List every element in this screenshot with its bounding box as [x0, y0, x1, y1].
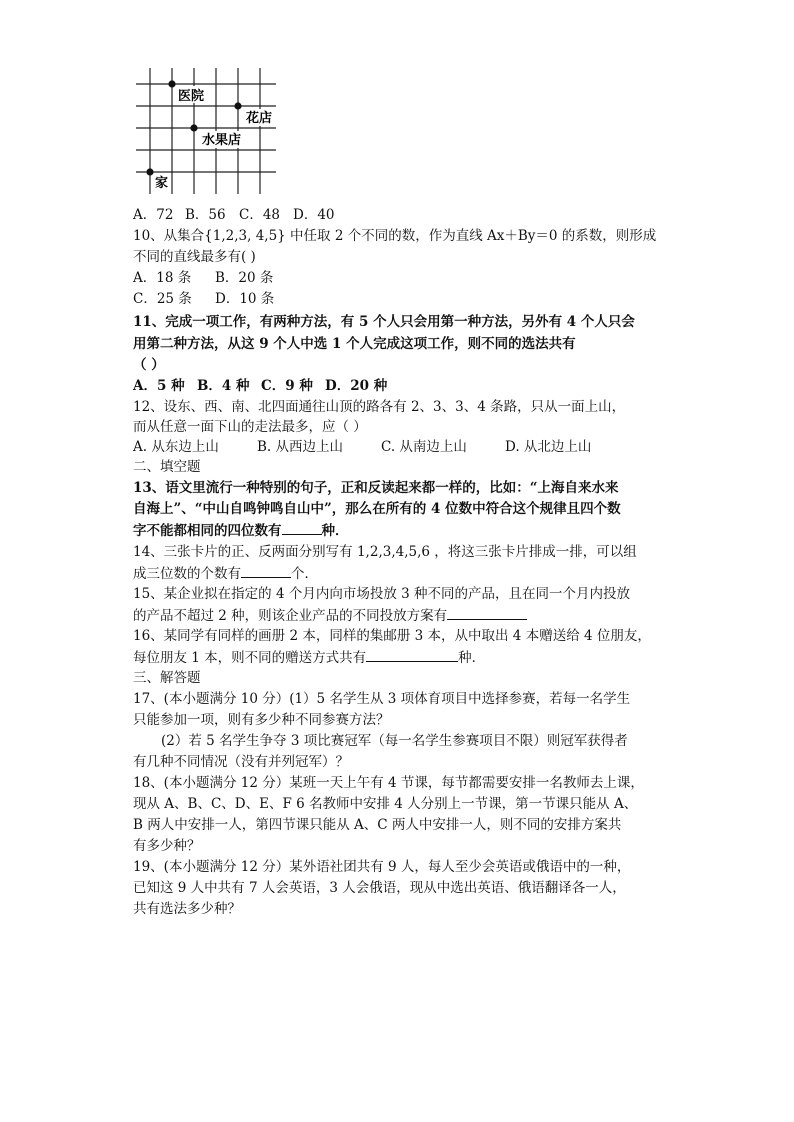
q11-option-c: C．9 种: [261, 378, 313, 394]
q10-option-d: D．10 条: [215, 291, 275, 307]
q14-answer-blank: [241, 563, 291, 578]
q19-line3: 共有选法多少种？: [133, 901, 241, 917]
q15-line2-text: 的产品不超过 2 种，则该企业产品的不同投放方案有: [133, 608, 448, 624]
q12-option-a: A. 从东边上山: [133, 439, 219, 455]
q9-option-d: D．40: [293, 207, 335, 223]
home-point: [146, 168, 153, 175]
q10-line2: 不同的直线最多有( ): [133, 249, 256, 265]
q13-line1: 13、语文里流行一种特别的句子，正和反读起来都一样的，比如：“上海自来水来: [133, 480, 619, 496]
section-answer-heading: 三、解答题: [133, 670, 201, 686]
q9-option-c: C．48: [239, 207, 281, 223]
q16-line1: 16、某同学有同样的画册 2 本，同样的集邮册 3 本，从中取出 4 本赠送给 4 位朋友，: [133, 628, 651, 644]
q10-options-row1: [133, 268, 693, 289]
q14-line1: 14、三张卡片的正、反两面分别写有 1,2,3,4,5,6 ，将这三张卡片排成一排，可以组: [133, 544, 637, 560]
q18-line2: 现从 A、B、C、D、E、F 6 名教师中安排 4 人分别上一节课，第一节课只能从 A、: [133, 796, 638, 812]
q10-option-a: A．18 条: [133, 270, 192, 286]
q11-line2: 用第二种方法，从这 9 个人中选 1 个人完成这项工作，则不同的选法共有: [133, 336, 576, 352]
q14-line2: [133, 563, 693, 585]
fruit-shop-point: [190, 124, 197, 131]
q14-line2-text: 成三位数的个数有: [133, 566, 241, 582]
flower-shop-label: 花店: [246, 111, 273, 126]
q12-line2: 而从任意一面下山的走法最多，应（ ）: [133, 419, 367, 435]
q19-line2: 已知这 9 人中共有 7 人会英语，3 人会俄语，现从中选出英语、俄语翻译各一人，: [133, 880, 626, 896]
q11-option-b: B．4 种: [197, 378, 250, 394]
q14-line2-tail: 个．: [291, 566, 318, 582]
q15-line2: [133, 605, 693, 627]
q17-line1: 17、(本小题满分 10 分）(1）5 名学生从 3 项体育项目中选择参赛，若每一名学生: [133, 691, 631, 707]
q13-answer-blank: [282, 520, 322, 535]
q17-line3: (2）若 5 名学生争夺 3 项比赛冠军（每一名学生参赛项目不限）则冠军获得者: [161, 733, 628, 749]
q10-option-c: C．25 条: [133, 291, 192, 307]
q9-option-b: B．56: [185, 207, 226, 223]
q9-option-a: A．72: [133, 207, 174, 223]
q12-option-b: B. 从西边上山: [257, 439, 344, 455]
q16-line2-text: 每位朋友 1 本，则不同的赠送方式共有: [133, 650, 367, 666]
q17-line4: 有几种不同情况（没有并列冠军）？: [133, 754, 349, 770]
flower-shop-point: [234, 102, 241, 109]
q17-line2: 只能参加一项，则有多少种不同参赛方法？: [133, 712, 390, 728]
hospital-label: 医院: [178, 89, 205, 104]
q13-line3-text: 字不能都相同的四位数有: [133, 523, 282, 539]
q16-line2-tail: 种．: [458, 650, 486, 666]
fruit-shop-label: 水果店: [202, 133, 242, 148]
q19-line1: 19、(本小题满分 12 分）某外语社团共有 9 人，每人至少会英语或俄语中的一种，: [133, 859, 631, 875]
q12-option-d: D. 从北边上山: [505, 439, 592, 455]
q18-line4: 有多少种？: [133, 838, 201, 854]
q10-options-row2: [133, 289, 693, 310]
q11-line1: 11、完成一项工作，有两种方法，有 5 个人只会用第一种方法，另外有 4 个人只会: [133, 314, 635, 330]
hospital-point: [168, 80, 175, 87]
q16-line2: [133, 647, 693, 669]
q10-option-b: B．20 条: [215, 270, 274, 286]
street-grid-map: [136, 66, 286, 196]
section-fill-in-heading: 二、填空题: [133, 459, 201, 475]
q13-line3: [133, 520, 693, 542]
q11-option-a: A．5 种: [133, 378, 185, 394]
q10-line1: 10、从集合{1,2,3, 4,5} 中任取 2 个不同的数，作为直线 Ax＋By＝0 的系数，则形成: [133, 228, 657, 244]
q15-answer-blank: [447, 605, 527, 620]
q11-line3: （ ）: [133, 357, 165, 373]
q9-options: [133, 205, 693, 226]
q13-line3-tail: 种．: [321, 523, 349, 539]
q12-options: [133, 437, 693, 458]
home-label: 家: [155, 176, 169, 191]
q16-answer-blank: [366, 647, 458, 662]
q18-line1: 18、(本小题满分 12 分）某班一天上午有 4 节课，每节都需要安排一名教师去上课，: [133, 775, 644, 791]
q12-line1: 12、设东、西、南、北四面通往山顶的路各有 2、3、3、4 条路，只从一面上山，: [133, 399, 626, 415]
q13-line2: 自海上”、“中山自鸣钟鸣自山中”，那么在所有的 4 位数中符合这个规律且四个数: [133, 501, 621, 517]
q18-line3: B 两人中安排一人，第四节课只能从 A、C 两人中安排一人，则不同的安排方案共: [133, 817, 622, 833]
q12-option-c: C. 从南边上山: [381, 439, 467, 455]
q11-options: [133, 376, 693, 397]
q11-option-d: D．20 种: [325, 378, 388, 394]
q15-line1: 15、某企业拟在指定的 4 个月内向市场投放 3 种不同的产品，且在同一个月内投放: [133, 586, 631, 602]
